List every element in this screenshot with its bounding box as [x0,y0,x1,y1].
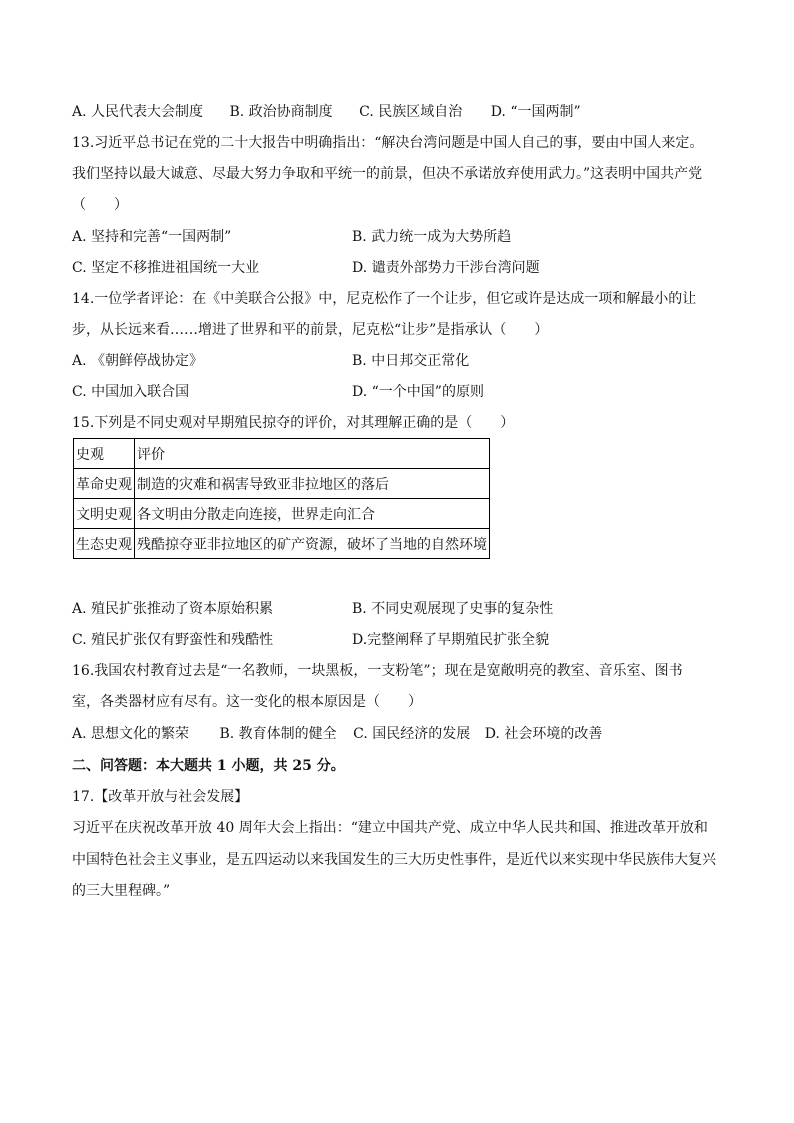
q13-stem-line-1: 13.习近平总书记在党的二十大报告中明确指出：“解决台湾问题是中国人自己的事，要由中国人来定。 [72,135,704,151]
q13-option-d: D. 谴责外部势力干涉台湾问题 [352,260,540,276]
table-row [74,469,490,499]
q16-stem-line-2: 室，各类器材应有尽有。这一变化的根本原因是（ ） [72,694,422,710]
q16-option-b: B. 教育体制的健全 [219,726,337,742]
q16-stem-line-1: 16.我国农村教育过去是“一名教师，一块黑板，一支粉笔”；现在是宽敞明亮的教室、音乐室、图书 [72,663,683,679]
q17-material-line-2: 中国特色社会主义事业，是五四运动以来我国发生的三大历史性事件，是近代以来实现中华民族伟大复兴 [72,852,716,868]
q14-option-d: D. “一个中国”的原则 [352,384,484,400]
q15-option-c: C. 殖民扩张仅有野蛮性和残酷性 [72,632,274,648]
table-header-row [74,439,490,469]
table-header-cell: 评价 [135,439,490,469]
q13-option-b: B. 武力统一成为大势所趋 [352,229,512,245]
q17-title: 17.【改革开放与社会发展】 [72,789,249,805]
table-cell: 生态史观 [74,529,135,559]
q16-option-a: A. 思想文化的繁荣 [72,726,190,742]
q17-material-line-3: 的三大里程碑。” [72,883,171,899]
table-cell: 残酷掠夺亚非拉地区的矿产资源，破坏了当地的自然环境 [135,529,490,559]
q15-history-table [73,438,490,559]
q16-option-c: C. 国民经济的发展 [353,726,471,742]
q14-option-b: B. 中日邦交正常化 [352,353,470,369]
section-heading: 二、问答题：本大题共 1 小题，共 25 分。 [72,758,345,774]
q14-stem-line-2: 步，从长远来看……增进了世界和平的前景，尼克松“让步”是指承认（ ） [72,322,549,338]
q15-stem: 15.下列是不同史观对早期殖民掠夺的评价，对其理解正确的是（ ） [72,415,515,431]
q13-option-a: A. 坚持和完善“一国两制” [72,229,232,245]
q12-option-a: A. 人民代表大会制度 [72,104,204,120]
q12-option-d: D. “一国两制” [490,104,581,120]
q17-material-line-1: 习近平在庆祝改革开放 40 周年大会上指出：“建立中国共产党、成立中华人民共和国、推进改革开放和 [72,820,708,836]
q13-option-c: C. 坚定不移推进祖国统一大业 [72,260,260,276]
q16-options [72,724,602,744]
q12-option-b: B. 政治协商制度 [229,104,333,120]
q12-options [72,102,581,122]
table-header-cell: 史观 [74,439,135,469]
q15-option-b: B. 不同史观展现了史事的复杂性 [352,601,554,617]
table-cell: 制造的灾难和祸害导致亚非拉地区的落后 [135,469,490,499]
table-cell: 革命史观 [74,469,135,499]
q15-option-a: A. 殖民扩张推动了资本原始积累 [72,601,274,617]
q14-option-c: C. 中国加入联合国 [72,384,190,400]
q14-stem-line-1: 14.一位学者评论：在《中美联合公报》中，尼克松作了一个让步，但它或许是达成一项和解最小的让 [72,291,697,307]
table-row [74,499,490,529]
table-cell: 文明史观 [74,499,135,529]
q15-option-d: D.完整阐释了早期殖民扩张全貌 [352,632,550,648]
q13-stem-line-3: （ ） [72,197,128,213]
q16-option-d: D. 社会环境的改善 [484,726,603,742]
q12-option-c: C. 民族区域自治 [359,104,463,120]
table-row [74,529,490,559]
table-cell: 各文明由分散走向连接，世界走向汇合 [135,499,490,529]
q13-stem-line-2: 我们坚持以最大诚意、尽最大努力争取和平统一的前景，但决不承诺放弃使用武力。”这表明中国共产党 [72,166,703,182]
q14-option-a: A. 《朝鲜停战协定》 [72,353,204,369]
